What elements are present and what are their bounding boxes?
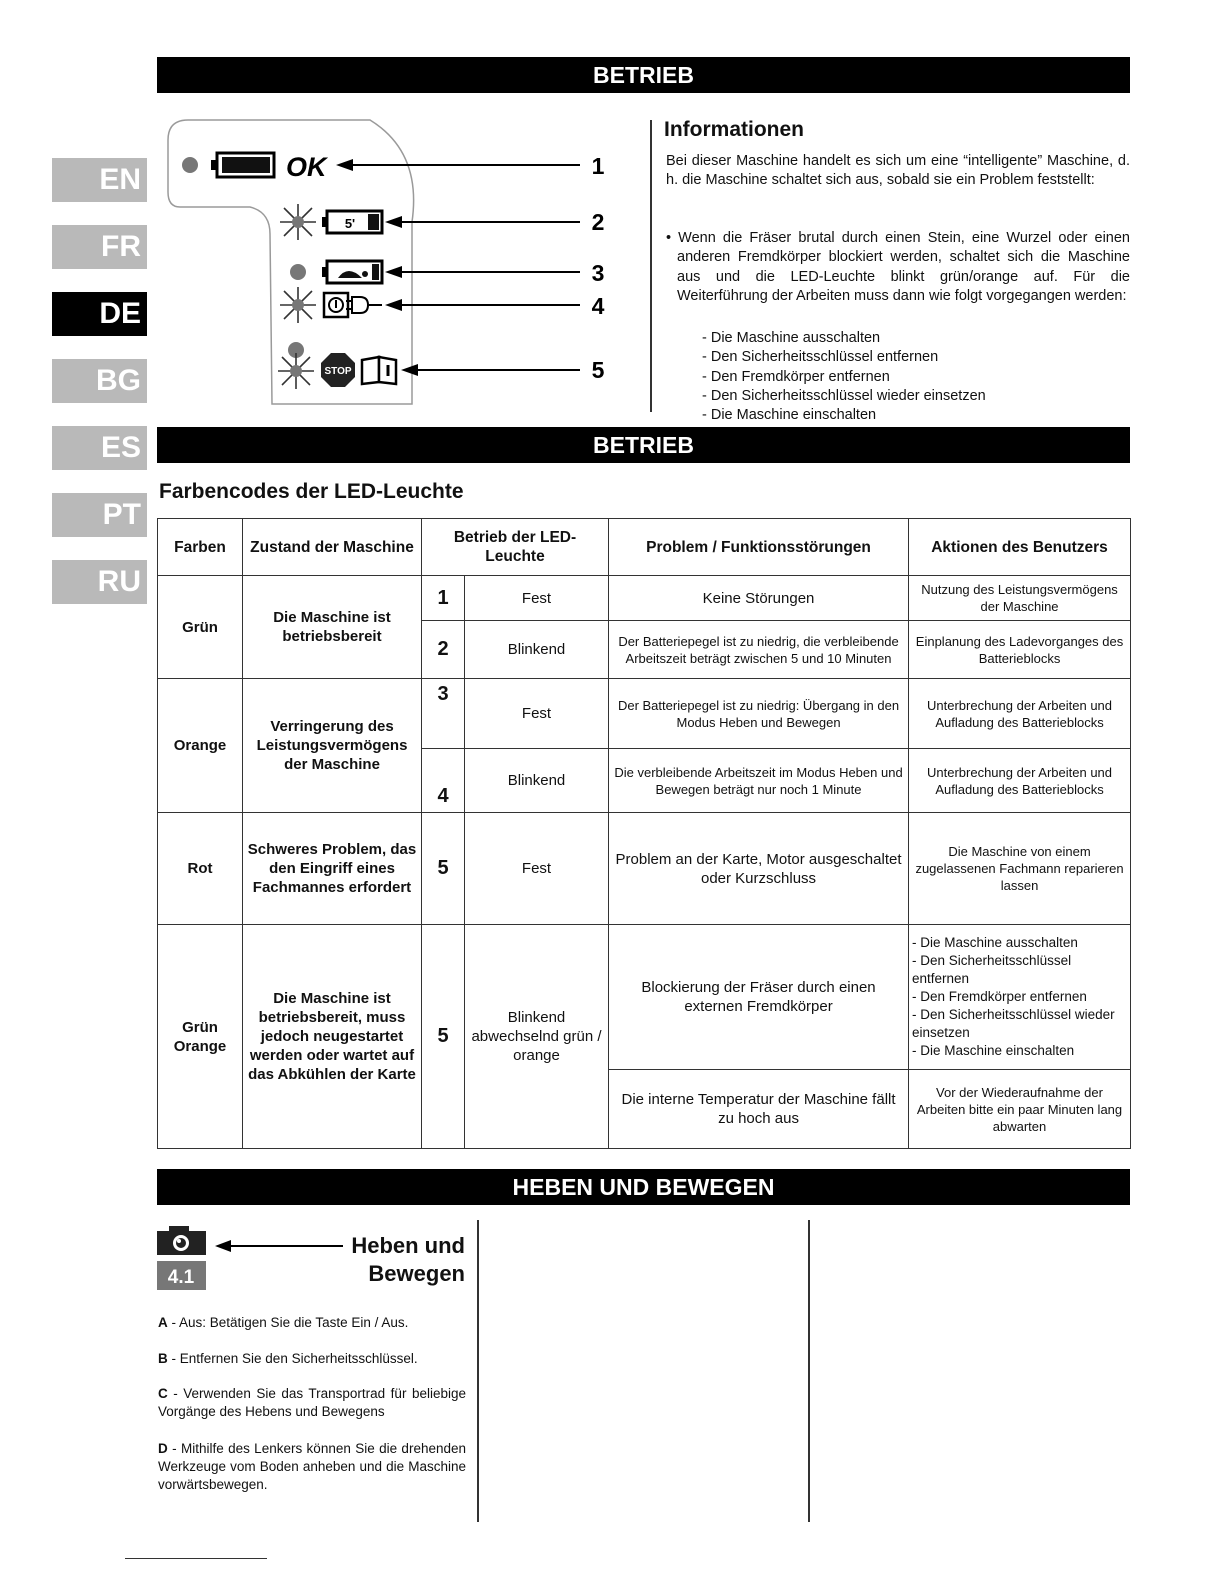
- arrow-callout-4: [385, 299, 580, 311]
- table-row: [158, 813, 1131, 925]
- problem-cell: Die interne Temperatur der Maschine fällt zu hoch aus: [609, 1070, 909, 1149]
- callout-number-5: 5: [591, 357, 605, 383]
- callout-number-1: 1: [591, 153, 605, 179]
- step-c: [158, 1385, 466, 1421]
- info-step: - Die Maschine einschalten: [702, 407, 877, 424]
- column-divider-2: [808, 1220, 810, 1522]
- section-header-betrieb: BETRIEB: [157, 57, 1130, 93]
- led-number: 5: [422, 925, 465, 1149]
- table-row: [158, 925, 1131, 1070]
- heben-callout-line2: Bewegen: [368, 1261, 465, 1286]
- step-b: [158, 1350, 466, 1368]
- led-blink-icon-5: [278, 353, 314, 389]
- table-row: [158, 576, 1131, 621]
- state-cell: Schweres Problem, das den Eingriff eines Fachmannes erfordert: [243, 813, 422, 925]
- battery-full-icon: [211, 153, 274, 177]
- control-panel-diagram: [160, 112, 620, 412]
- ok-label: OK: [286, 152, 327, 182]
- step-letter: C: [158, 1386, 168, 1401]
- arrow-callout-5: [401, 364, 580, 376]
- step-letter: D: [158, 1441, 168, 1456]
- step-letter: A: [158, 1315, 168, 1330]
- state-cell: Die Maschine ist betriebsbereit, muss jedoch neugestartet werden oder wartet auf das Abkühlen der Karte: [243, 925, 422, 1149]
- led-indicator-1: [182, 157, 198, 173]
- problem-cell: Keine Störungen: [609, 576, 909, 621]
- header-aktionen: Aktionen des Benutzers: [909, 519, 1131, 576]
- stop-sign-icon: [321, 353, 355, 387]
- led-blink-icon-2: [280, 204, 316, 240]
- info-step: - Den Sicherheitsschlüssel entfernen: [702, 349, 939, 366]
- led-mode: Fest: [465, 576, 609, 621]
- action-cell: Die Maschine von einem zugelassenen Fachmann reparieren lassen: [909, 813, 1131, 925]
- camera-icon: [157, 1226, 206, 1255]
- action-cell: Unterbrechung der Arbeiten und Aufladung des Batterieblocks: [909, 749, 1131, 813]
- header-betrieb: Betrieb der LED-Leuchte: [422, 519, 609, 576]
- header-zustand: Zustand der Maschine: [243, 519, 422, 576]
- header-problem: Problem / Funktionsstörungen: [609, 519, 909, 576]
- led-number: 1: [422, 576, 465, 621]
- language-tab-bg[interactable]: BG: [52, 359, 147, 403]
- action-list-cell: [909, 925, 1131, 1070]
- section-header-heben-und-bewegen: HEBEN UND BEWEGEN: [157, 1169, 1130, 1205]
- battery-turtle-icon: [322, 261, 382, 283]
- language-tab-fr[interactable]: FR: [52, 225, 147, 269]
- led-color-codes-title: Farbencodes der LED-Leuchte: [159, 480, 464, 503]
- action-step: - Die Maschine einschalten: [912, 1043, 1075, 1058]
- color-cell: Grün Orange: [158, 925, 243, 1149]
- language-tab-ru[interactable]: RU: [52, 560, 147, 604]
- led-blink-icon-4: [280, 287, 316, 323]
- state-cell: Die Maschine ist betriebsbereit: [243, 576, 422, 679]
- color-cell: Rot: [158, 813, 243, 925]
- timer-label: 5': [344, 216, 356, 231]
- arrow-callout-2: [385, 216, 580, 228]
- info-bullet: • Wenn die Fräser brutal durch einen Stein, eine Wurzel oder einen anderen Fremdkörper blockiert werden, schaltet sich die Maschine aus und die LED-Leuchte blinkt grün/orange auf. Für die Weiterführung der Arbeiten muss dann wie folgt vorgegangen werden:: [666, 230, 1130, 304]
- problem-cell: Blockierung der Fräser durch einen externen Fremdkörper: [609, 925, 909, 1070]
- action-step: - Die Maschine ausschalten: [912, 935, 1078, 950]
- led-number: 5: [422, 813, 465, 925]
- step-a: [158, 1314, 466, 1332]
- step-text: - Entfernen Sie den Sicherheitsschlüssel.: [167, 1351, 418, 1366]
- led-indicator-3: [290, 264, 306, 280]
- action-cell: Unterbrechung der Arbeiten und Aufladung des Batterieblocks: [909, 679, 1131, 749]
- problem-cell: Problem an der Karte, Motor ausgeschaltet oder Kurzschluss: [609, 813, 909, 925]
- callout-number-2: 2: [591, 209, 605, 235]
- led-number: 3: [422, 679, 465, 749]
- language-tab-en[interactable]: EN: [52, 158, 147, 202]
- action-step: - Den Fremdkörper entfernen: [912, 989, 1087, 1004]
- led-number: 2: [422, 621, 465, 679]
- info-step: - Den Sicherheitsschlüssel wieder einsetzen: [702, 387, 986, 404]
- section-header-betrieb-2: BETRIEB: [157, 427, 1130, 463]
- table-header-row: [158, 519, 1131, 576]
- led-number: 4: [422, 749, 465, 813]
- column-divider-1: [477, 1220, 479, 1522]
- info-intro: Bei dieser Maschine handelt es sich um eine “intelligente” Maschine, d. h. die Maschine schaltet sich aus, sobald sie ein Problem feststellt:: [666, 153, 1130, 189]
- heben-callout-line1: Heben und: [351, 1233, 465, 1258]
- info-steps: [702, 329, 986, 425]
- language-tab-de[interactable]: DE: [52, 292, 147, 336]
- led-mode: Blinkend: [465, 621, 609, 679]
- step-letter: B: [158, 1351, 168, 1366]
- action-cell: Vor der Wiederaufnahme der Arbeiten bitte ein paar Minuten lang abwarten: [909, 1070, 1131, 1149]
- problem-cell: Die verbleibende Arbeitszeit im Modus Heben und Bewegen beträgt nur noch 1 Minute: [609, 749, 909, 813]
- language-tab-es[interactable]: ES: [52, 426, 147, 470]
- led-mode: Blinkend abwechselnd grün / orange: [465, 925, 609, 1149]
- language-tab-pt[interactable]: PT: [52, 493, 147, 537]
- callout-number-3: 3: [591, 260, 605, 286]
- figure-number: 4.1: [167, 1267, 195, 1288]
- battery-timer-icon: [322, 211, 382, 233]
- action-step: - Den Sicherheitsschlüssel wieder einsetzen: [912, 1007, 1115, 1040]
- header-farben: Farben: [158, 519, 243, 576]
- state-cell: Verringerung des Leistungsvermögens der Maschine: [243, 679, 422, 813]
- step-text: - Verwenden Sie das Transportrad für beliebige Vorgänge des Hebens und Bewegens: [158, 1386, 466, 1419]
- info-step: - Den Fremdkörper entfernen: [702, 368, 890, 385]
- stop-sign-label: STOP: [324, 366, 352, 377]
- color-cell: Grün: [158, 576, 243, 679]
- step-text: - Mithilfe des Lenkers können Sie die drehenden Werkzeuge vom Boden anheben und die Maschine vorwärtsbewegen.: [158, 1441, 466, 1492]
- callout-number-4: 4: [591, 293, 605, 319]
- table-row: [158, 679, 1131, 749]
- info-divider: [650, 120, 652, 412]
- action-cell: Einplanung des Ladevorganges des Batterieblocks: [909, 621, 1131, 679]
- info-title: Informationen: [664, 118, 804, 141]
- manual-book-icon: [362, 357, 396, 384]
- led-mode: Fest: [465, 813, 609, 925]
- action-step: - Den Sicherheitsschlüssel entfernen: [912, 953, 1072, 986]
- problem-cell: Der Batteriepegel ist zu niedrig, die verbleibende Arbeitszeit beträgt zwischen 5 und 10 Minuten: [609, 621, 909, 679]
- color-cell: Orange: [158, 679, 243, 813]
- info-step: - Die Maschine ausschalten: [702, 330, 881, 346]
- led-mode: Fest: [465, 679, 609, 749]
- arrow-callout-3: [385, 266, 580, 278]
- action-cell: Nutzung des Leistungsvermögens der Maschine: [909, 576, 1131, 621]
- led-color-code-table: [157, 518, 1131, 1149]
- step-text: - Aus: Betätigen Sie die Taste Ein / Aus.: [167, 1315, 409, 1330]
- problem-cell: Der Batteriepegel ist zu niedrig: Übergang in den Modus Heben und Bewegen: [609, 679, 909, 749]
- footer-rule: [125, 1558, 267, 1559]
- led-mode: Blinkend: [465, 749, 609, 813]
- step-d: [158, 1440, 466, 1494]
